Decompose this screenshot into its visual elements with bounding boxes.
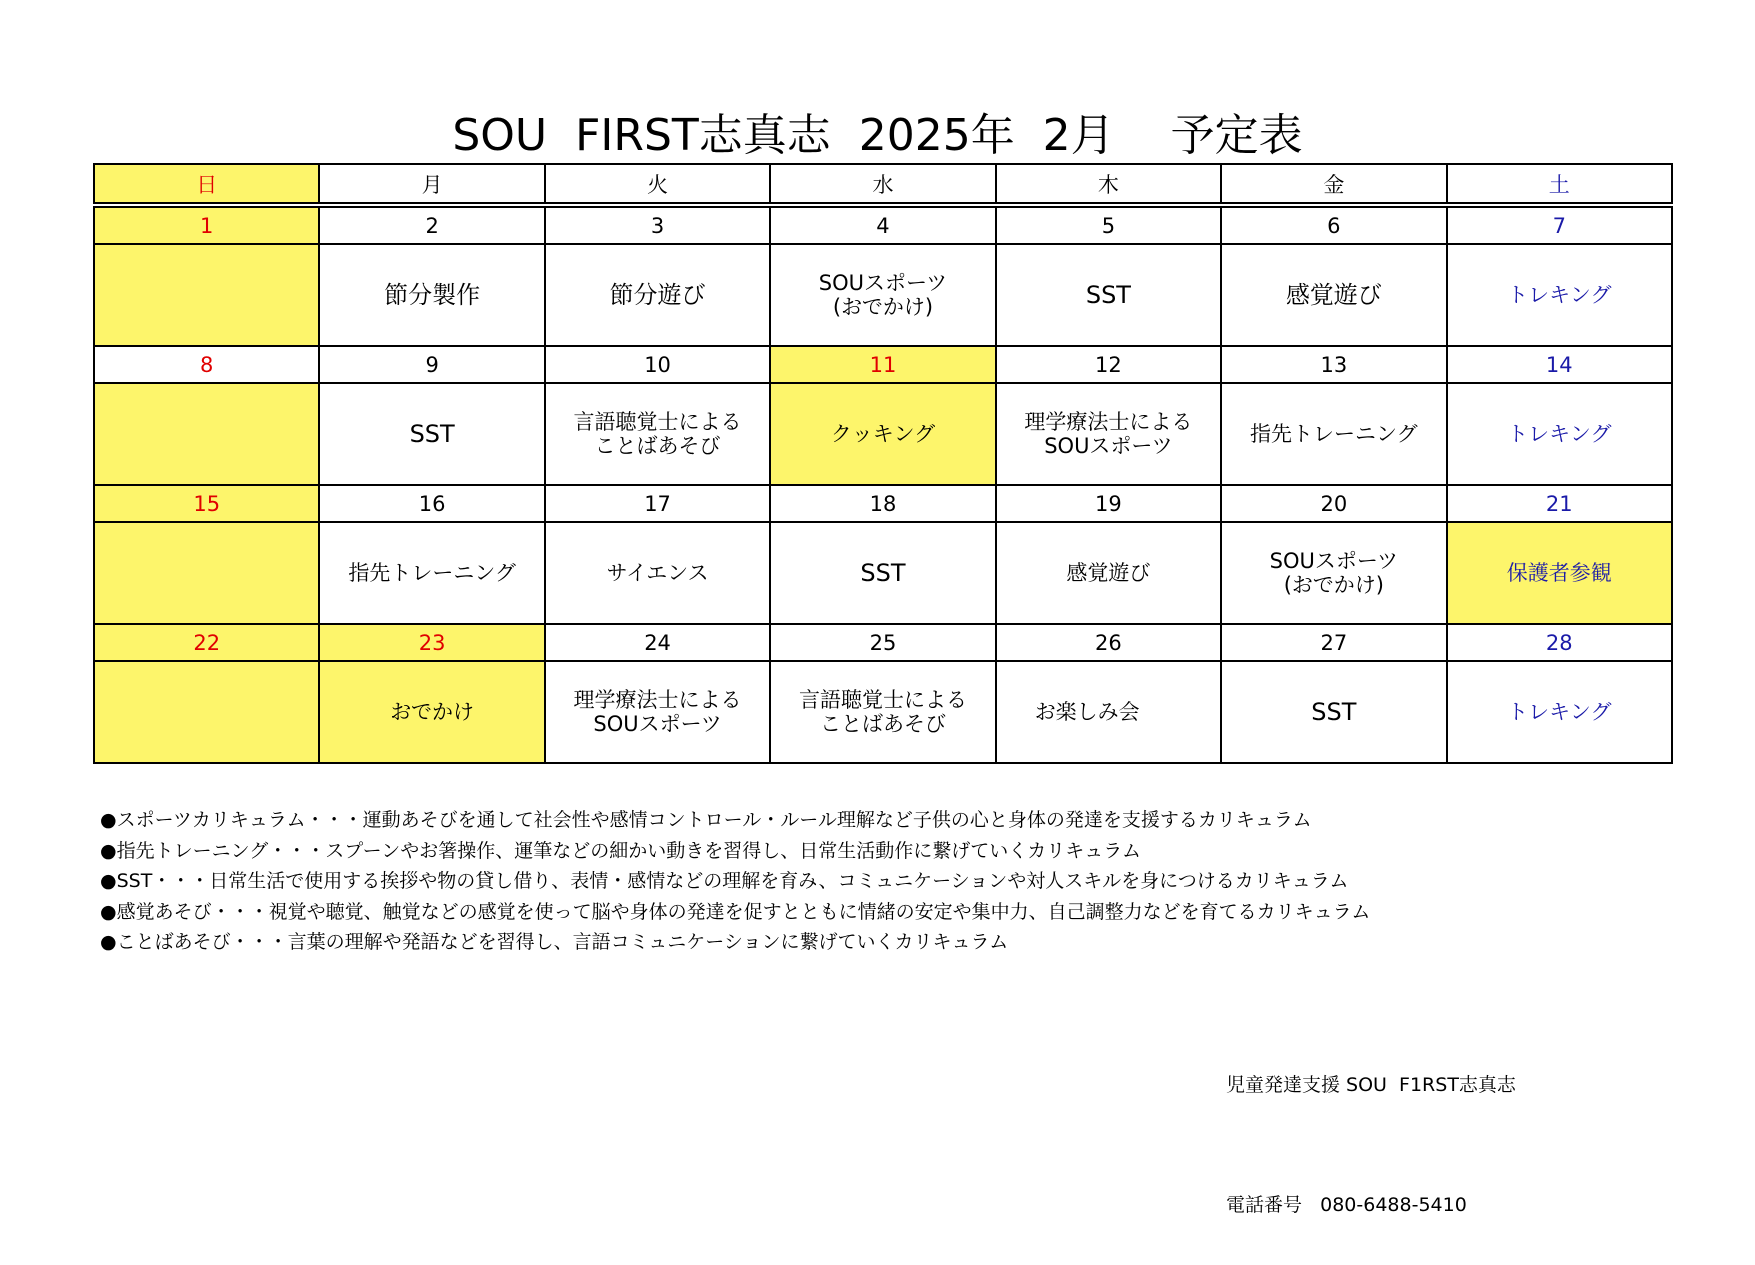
weekday-header-row [94, 164, 1672, 205]
event-label: トレキング [1507, 422, 1612, 446]
phone-number: 電話番号 080-6488-5410 [1226, 1194, 1467, 1216]
event-cell [1447, 244, 1672, 346]
week-3-dates [94, 485, 1672, 522]
date-cell: 23 [319, 624, 544, 661]
event-label: お楽しみ会 [1034, 700, 1140, 724]
event-label: SOUスポーツ (おでかけ) [1269, 549, 1399, 597]
date-cell: 21 [1447, 485, 1672, 522]
week-4-dates [94, 624, 1672, 661]
event-label: SOUスポーツ (おでかけ) [818, 271, 948, 319]
event-cell-empty [94, 383, 319, 485]
event-label: おでかけ [390, 700, 475, 724]
weekday-wed: 水 [770, 164, 995, 205]
event-label: 節分製作 [384, 280, 481, 309]
weekday-thu: 木 [996, 164, 1221, 205]
event-cell [319, 383, 544, 485]
date-cell: 20 [1221, 485, 1446, 522]
event-label: 節分遊び [609, 280, 706, 309]
event-cell [770, 522, 995, 624]
event-label: 理学療法士による SOUスポーツ [573, 688, 742, 736]
date-cell: 3 [545, 205, 770, 244]
event-cell [1447, 383, 1672, 485]
date-cell: 4 [770, 205, 995, 244]
event-label: 指先トレーニング [348, 561, 516, 585]
event-label: トレキング [1507, 283, 1612, 307]
weekday-sat: 土 [1447, 164, 1672, 205]
week-1-dates [94, 205, 1672, 244]
note-fingertip-training: ●指先トレーニング・・・スプーンやお箸操作、運筆などの細かい動きを習得し、日常生活動作に繋げていくカリキュラム [100, 839, 1142, 862]
week-3-events [94, 522, 1672, 624]
event-label: クッキング [830, 422, 936, 446]
event-cell [319, 661, 544, 763]
event-cell [1221, 522, 1446, 624]
event-cell-empty [94, 522, 319, 624]
event-cell [770, 383, 995, 485]
date-cell: 2 [319, 205, 544, 244]
event-cell [770, 244, 995, 346]
date-cell: 19 [996, 485, 1221, 522]
event-cell [319, 244, 544, 346]
event-cell [1221, 383, 1446, 485]
event-label: SST [1085, 280, 1131, 309]
organization-name: 児童発達支援 SOU F1RST志真志 [1226, 1074, 1516, 1096]
date-cell: 5 [996, 205, 1221, 244]
date-cell: 10 [545, 346, 770, 383]
event-cell [1447, 522, 1672, 624]
event-cell [996, 522, 1221, 624]
page-title: SOU FIRST志真志 2025年 2月 予定表 [452, 110, 1303, 161]
date-cell: 1 [94, 205, 319, 244]
note-sensory-play: ●感覚あそび・・・視覚や聴覚、触覚などの感覚を使って脳や身体の発達を促すとともに情緒の安定や集中力、自己調整力などを育てるカリキュラム [100, 900, 1371, 923]
note-sports: ●スポーツカリキュラム・・・運動あそびを通して社会性や感情コントロール・ルール理解など子供の心と身体の発達を支援するカリキュラム [100, 809, 1312, 831]
week-4-events [94, 661, 1672, 763]
footer-contact [1226, 985, 1516, 1265]
event-cell [1221, 661, 1446, 763]
date-cell: 16 [319, 485, 544, 522]
event-label: トレキング [1507, 700, 1612, 724]
event-cell [545, 244, 770, 346]
date-cell: 11 [770, 346, 995, 383]
date-cell: 27 [1221, 624, 1446, 661]
date-cell: 12 [996, 346, 1221, 383]
event-cell-empty [94, 244, 319, 346]
date-cell: 18 [770, 485, 995, 522]
weekday-tue: 火 [545, 164, 770, 205]
event-label: 言語聴覚士による ことばあそび [573, 410, 742, 458]
event-label: 理学療法士による SOUスポーツ [1024, 410, 1193, 458]
note-sst: ●SST・・・日常生活で使用する挨拶や物の貸し借り、表情・感情などの理解を育み、コミュニケーションや対人スキルを身につけるカリキュラム [100, 870, 1349, 892]
date-cell: 24 [545, 624, 770, 661]
weekday-mon: 月 [319, 164, 544, 205]
date-cell: 28 [1447, 624, 1672, 661]
event-label: 感覚遊び [1066, 561, 1151, 585]
event-cell [319, 522, 544, 624]
date-cell: 8 [94, 346, 319, 383]
event-cell [996, 661, 1221, 763]
weekday-fri: 金 [1221, 164, 1446, 205]
date-cell: 14 [1447, 346, 1672, 383]
event-label: 感覚遊び [1285, 280, 1382, 309]
event-cell [545, 661, 770, 763]
event-label: サイエンス [606, 561, 709, 585]
date-cell: 7 [1447, 205, 1672, 244]
event-cell [770, 661, 995, 763]
event-label: 保護者参観 [1506, 561, 1612, 585]
event-cell-empty [94, 661, 319, 763]
date-cell: 22 [94, 624, 319, 661]
event-cell [996, 383, 1221, 485]
week-2-events [94, 383, 1672, 485]
event-cell [996, 244, 1221, 346]
date-cell: 17 [545, 485, 770, 522]
weekday-sun: 日 [94, 164, 319, 205]
event-label: 言語聴覚士による ことばあそび [798, 688, 967, 736]
event-label: SST [409, 419, 455, 448]
note-word-play: ●ことばあそび・・・言葉の理解や発語などを習得し、言語コミュニケーションに繋げていくカリキュラム [100, 931, 1009, 953]
event-cell [545, 522, 770, 624]
date-cell: 9 [319, 346, 544, 383]
event-cell [545, 383, 770, 485]
date-cell: 6 [1221, 205, 1446, 244]
schedule-calendar [93, 163, 1673, 764]
date-cell: 13 [1221, 346, 1446, 383]
date-cell: 26 [996, 624, 1221, 661]
event-cell [1221, 244, 1446, 346]
curriculum-notes [100, 805, 1660, 958]
date-cell: 15 [94, 485, 319, 522]
date-cell: 25 [770, 624, 995, 661]
event-label: SST [1311, 697, 1357, 726]
event-label: 指先トレーニング [1250, 422, 1418, 446]
event-label: SST [860, 558, 906, 587]
week-1-events [94, 244, 1672, 346]
event-cell [1447, 661, 1672, 763]
week-2-dates [94, 346, 1672, 383]
